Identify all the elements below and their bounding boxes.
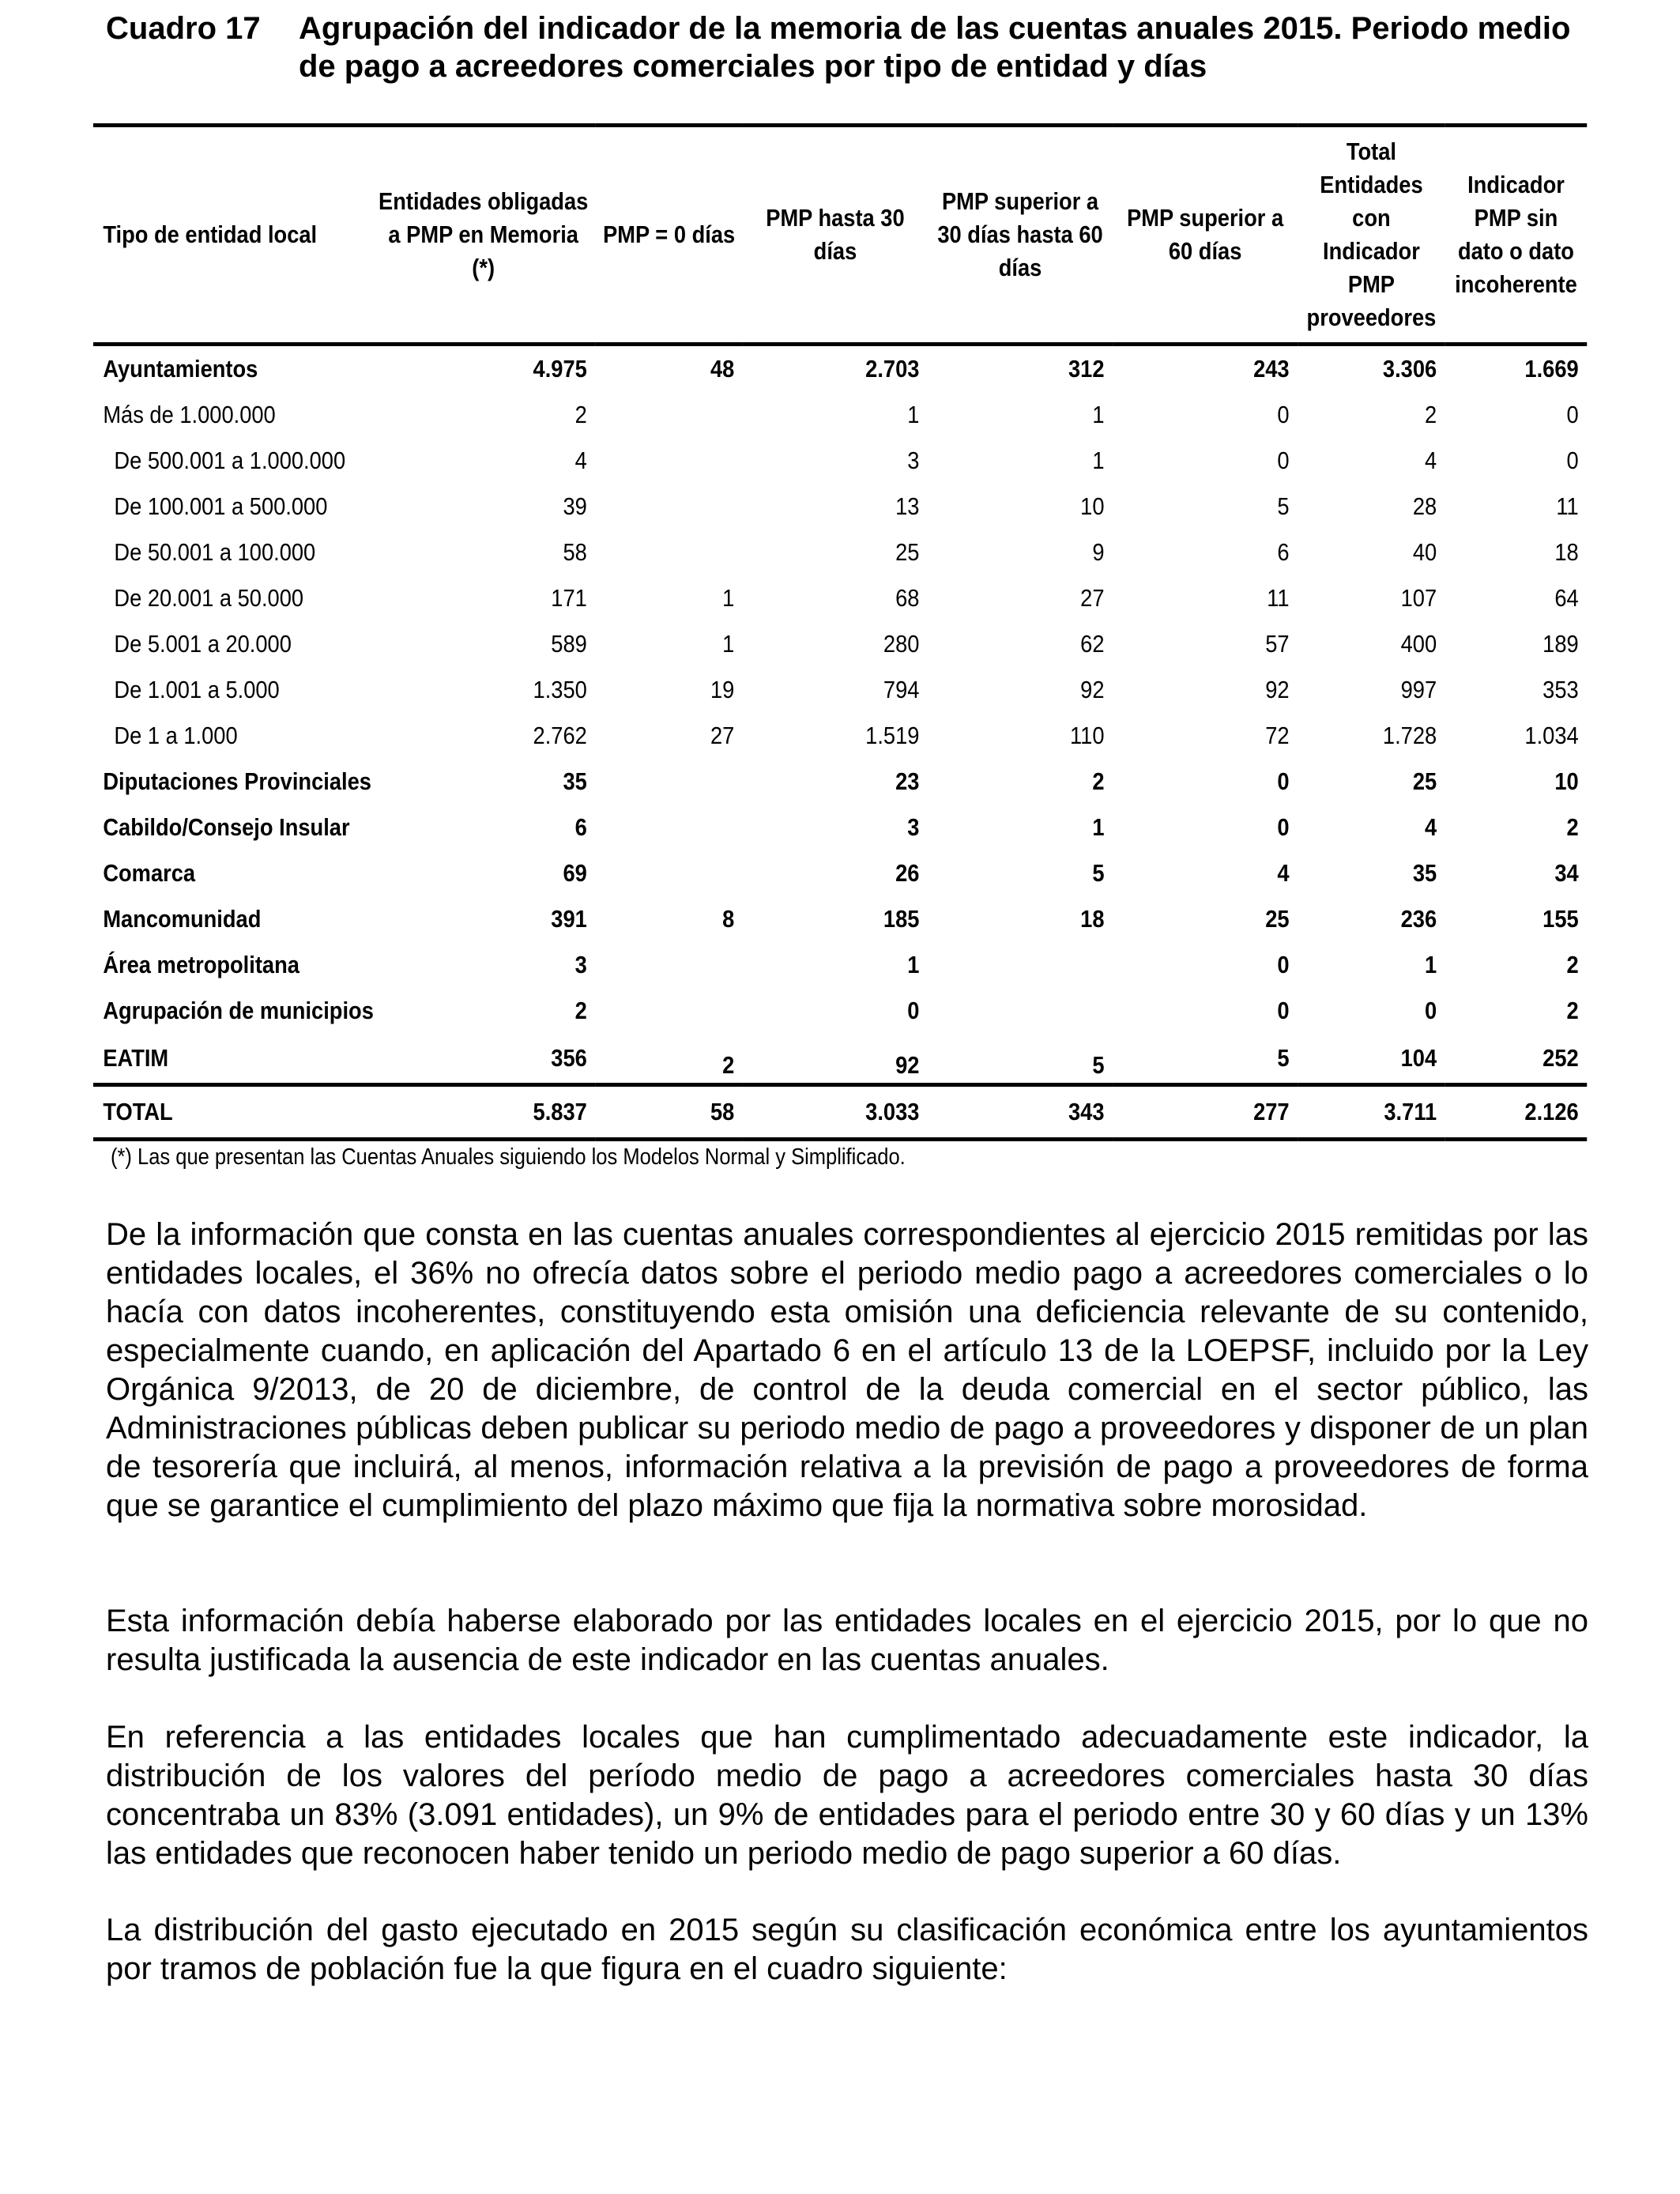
table-cell: 1 bbox=[722, 630, 735, 658]
table-cell: 4 bbox=[1424, 813, 1437, 841]
table-cell: 28 bbox=[1412, 492, 1437, 520]
table-cell: 1.728 bbox=[1382, 722, 1437, 749]
table-row bbox=[93, 530, 1587, 575]
table-cell: 277 bbox=[1253, 1098, 1290, 1125]
table-cell: 4 bbox=[1424, 447, 1437, 474]
table-cell: 2 bbox=[1566, 951, 1579, 978]
table-cell: 0 bbox=[1277, 767, 1290, 795]
table-cell: 35 bbox=[563, 767, 587, 795]
table-cell: 353 bbox=[1543, 676, 1579, 703]
table-cell: 3 bbox=[907, 813, 920, 841]
table-cell: 8 bbox=[722, 905, 735, 933]
table-cell: 10 bbox=[1080, 492, 1105, 520]
table-container bbox=[93, 123, 1587, 1141]
table-cell: 110 bbox=[1070, 722, 1105, 749]
table-cell: 3 bbox=[574, 951, 587, 978]
table-cell: 589 bbox=[551, 630, 587, 658]
table-cell bbox=[595, 988, 743, 1034]
table-cell: 69 bbox=[563, 859, 587, 887]
column-header: Entidades obligadas a PMP en Memoria (*) bbox=[379, 187, 589, 281]
row-label: Ayuntamientos bbox=[103, 355, 258, 383]
table-cell: 794 bbox=[883, 676, 920, 703]
table-cell: 2.703 bbox=[865, 355, 920, 383]
table-cell: 62 bbox=[1080, 630, 1105, 658]
table-cell: 189 bbox=[1543, 630, 1579, 658]
table-cell: 35 bbox=[1412, 859, 1437, 887]
table-cell: 25 bbox=[1265, 905, 1290, 933]
table-cell: 3.306 bbox=[1382, 355, 1437, 383]
table-cell: 2 bbox=[1092, 767, 1105, 795]
table-cell: 5 bbox=[1277, 492, 1290, 520]
table-cell: 18 bbox=[1554, 538, 1579, 566]
caption-title: Agrupación del indicador de la memoria de las cuentas anuales 2015. Periodo medio de pago a acreedores comerciales por tipo de entidad y días bbox=[299, 11, 1571, 84]
table-row bbox=[93, 850, 1587, 896]
row-label: Comarca bbox=[103, 859, 196, 887]
caption-number: Cuadro 17 bbox=[106, 11, 261, 46]
table-row bbox=[93, 667, 1587, 713]
table-cell: 3.033 bbox=[865, 1098, 920, 1125]
row-label: Cabildo/Consejo Insular bbox=[103, 813, 350, 841]
table-cell: 4 bbox=[574, 447, 587, 474]
column-header: Tipo de entidad local bbox=[103, 221, 318, 248]
table-cell: 1 bbox=[1092, 401, 1105, 428]
table-cell: 4.975 bbox=[533, 355, 587, 383]
table-cell: 391 bbox=[551, 905, 587, 933]
row-label: De 20.001 a 50.000 bbox=[114, 584, 304, 612]
table-cell: 19 bbox=[710, 676, 735, 703]
table-cell: 6 bbox=[1277, 538, 1290, 566]
table-row bbox=[93, 805, 1587, 850]
table-cell: 40 bbox=[1412, 538, 1437, 566]
table-cell: 0 bbox=[1277, 447, 1290, 474]
table-row bbox=[93, 759, 1587, 805]
table-cell bbox=[595, 392, 743, 438]
table-cell: 5 bbox=[1092, 1051, 1105, 1079]
row-label: Mancomunidad bbox=[103, 905, 262, 933]
table-cell: 58 bbox=[563, 538, 587, 566]
table-cell: 0 bbox=[1277, 951, 1290, 978]
table-cell: 2 bbox=[574, 401, 587, 428]
table-cell: 1 bbox=[1092, 447, 1105, 474]
table-cell: 13 bbox=[895, 492, 920, 520]
table-cell: 0 bbox=[907, 997, 920, 1024]
table-cell: 6 bbox=[574, 813, 587, 841]
table-cell: 92 bbox=[1265, 676, 1290, 703]
table-cell: 0 bbox=[1424, 997, 1437, 1024]
table-cell: 5 bbox=[1277, 1044, 1290, 1072]
table-cell: 1 bbox=[1424, 951, 1437, 978]
table-cell: 57 bbox=[1265, 630, 1290, 658]
table-cell: 2 bbox=[574, 997, 587, 1024]
table-cell: 27 bbox=[1080, 584, 1105, 612]
table-cell: 2 bbox=[1566, 813, 1579, 841]
row-label: Área metropolitana bbox=[103, 951, 299, 978]
table-row bbox=[93, 575, 1587, 621]
table-cell: 236 bbox=[1400, 905, 1437, 933]
column-header: Total Entidades con Indicador PMP proveedores bbox=[1306, 138, 1437, 331]
table-row bbox=[93, 484, 1587, 530]
table-cell: 48 bbox=[710, 355, 735, 383]
table-cell: 155 bbox=[1543, 905, 1579, 933]
table-cell: 68 bbox=[895, 584, 920, 612]
data-table bbox=[93, 123, 1587, 1141]
table-cell: 3 bbox=[907, 447, 920, 474]
table-row bbox=[93, 988, 1587, 1034]
table-cell: 72 bbox=[1265, 722, 1290, 749]
body-paragraph: De la información que consta en las cuentas anuales correspondientes al ejercicio 2015 remitidas por las entidades locales, el 36% no ofrecía datos sobre el periodo medio pago a acreedores comerciales o lo hacía con datos incoherentes, constituyendo esta omisión una deficiencia relevante de su contenido, especialmente cuando, en aplicación del Apartado 6 en el artículo 13 de la LOEPSF, incluido por la Ley Orgánica 9/2013, de 20 de diciembre, de control de la deuda comercial en el sector público, las Administraciones públicas deben publicar su periodo medio de pago a proveedores y disponer de un plan de tesorería que incluirá, al menos, información relativa a la previsión de pago a proveedores de forma que se garantice el cumplimiento del plazo máximo que fija la normativa sobre morosidad. bbox=[106, 1217, 1588, 1523]
table-row bbox=[93, 392, 1587, 438]
table-cell: 312 bbox=[1068, 355, 1105, 383]
table-cell: 1 bbox=[907, 401, 920, 428]
row-label: De 1.001 a 5.000 bbox=[114, 676, 280, 703]
table-cell: 26 bbox=[895, 859, 920, 887]
table-cell: 280 bbox=[883, 630, 920, 658]
table-cell: 2 bbox=[1424, 401, 1437, 428]
row-label: De 100.001 a 500.000 bbox=[114, 492, 328, 520]
table-cell: 104 bbox=[1400, 1044, 1437, 1072]
table-cell: 2 bbox=[722, 1051, 735, 1079]
table-cell bbox=[595, 942, 743, 988]
table-cell: 0 bbox=[1566, 447, 1579, 474]
body-paragraph: La distribución del gasto ejecutado en 2015 según su clasificación económica entre los ayuntamientos por tramos de población fue la que figura en el cuadro siguiente: bbox=[106, 1913, 1588, 1986]
table-row bbox=[93, 942, 1587, 988]
table-cell: 25 bbox=[1412, 767, 1437, 795]
table-cell bbox=[595, 530, 743, 575]
row-label: EATIM bbox=[103, 1044, 169, 1072]
header-row bbox=[93, 126, 1587, 345]
row-label: De 1 a 1.000 bbox=[114, 722, 238, 749]
table-cell: 39 bbox=[563, 492, 587, 520]
column-header: PMP hasta 30 días bbox=[766, 204, 905, 265]
table-cell: 23 bbox=[895, 767, 920, 795]
row-label: Más de 1.000.000 bbox=[103, 401, 276, 428]
table-cell bbox=[595, 438, 743, 484]
table-caption bbox=[106, 9, 1591, 85]
table-cell: 9 bbox=[1092, 538, 1105, 566]
table-cell: 3.711 bbox=[1384, 1098, 1437, 1125]
body-paragraph: En referencia a las entidades locales que han cumplimentado adecuadamente este indicador, la distribución de los valores del período medio de pago a acreedores comerciales hasta 30 días concentraba un 83% (3.091 entidades), un 9% de entidades para el periodo entre 30 y 60 días y un 13% las entidades que reconocen haber tenido un periodo medio de pago superior a 60 días. bbox=[106, 1720, 1588, 1871]
table-cell: 4 bbox=[1277, 859, 1290, 887]
table-cell: 0 bbox=[1566, 401, 1579, 428]
table-cell: 171 bbox=[551, 584, 587, 612]
table-cell bbox=[595, 759, 743, 805]
table-cell: 0 bbox=[1277, 401, 1290, 428]
table-cell bbox=[928, 988, 1113, 1034]
table-cell: 18 bbox=[1080, 905, 1105, 933]
table-cell: 400 bbox=[1400, 630, 1437, 658]
table-cell: 27 bbox=[710, 722, 735, 749]
table-cell bbox=[595, 484, 743, 530]
table-cell: 1 bbox=[722, 584, 735, 612]
total-row bbox=[93, 1085, 1587, 1140]
table-cell: 5.837 bbox=[533, 1098, 587, 1125]
row-label: Agrupación de municipios bbox=[103, 997, 374, 1024]
table-cell: 2 bbox=[1566, 997, 1579, 1024]
table-cell: 10 bbox=[1554, 767, 1579, 795]
table-cell: 0 bbox=[1277, 813, 1290, 841]
row-label: De 5.001 a 20.000 bbox=[114, 630, 292, 658]
table-cell: 356 bbox=[551, 1044, 587, 1072]
column-header: PMP superior a 60 días bbox=[1127, 204, 1284, 265]
table-cell: 1.350 bbox=[533, 676, 587, 703]
table-cell: TOTAL bbox=[103, 1098, 173, 1125]
column-header: PMP superior a 30 días hasta 60 días bbox=[937, 187, 1103, 281]
table-cell: 64 bbox=[1554, 584, 1579, 612]
table-cell: 107 bbox=[1400, 584, 1437, 612]
table-cell: 11 bbox=[1267, 584, 1290, 612]
table-cell: 92 bbox=[895, 1051, 920, 1079]
table-cell: 997 bbox=[1400, 676, 1437, 703]
body-paragraph: Esta información debía haberse elaborado por las entidades locales en el ejercicio 2015, por lo que no resulta justificada la ausencia de este indicador en las cuentas anuales. bbox=[106, 1604, 1588, 1677]
table-cell: 34 bbox=[1554, 859, 1579, 887]
row-label: Diputaciones Provinciales bbox=[103, 767, 371, 795]
table-cell: 1 bbox=[907, 951, 920, 978]
table-cell: 1 bbox=[1092, 813, 1105, 841]
column-header: Indicador PMP sin dato o dato incoherente bbox=[1455, 171, 1577, 298]
table-cell: 11 bbox=[1556, 492, 1579, 520]
table-cell: 25 bbox=[895, 538, 920, 566]
table-row bbox=[93, 438, 1587, 484]
table-cell: 5 bbox=[1092, 859, 1105, 887]
table-cell: 343 bbox=[1068, 1098, 1105, 1125]
table-cell: 252 bbox=[1543, 1044, 1579, 1072]
table-cell: 1.519 bbox=[865, 722, 920, 749]
row-label: De 500.001 a 1.000.000 bbox=[114, 447, 346, 474]
table-cell: 2.126 bbox=[1524, 1098, 1579, 1125]
table-cell bbox=[928, 942, 1113, 988]
table-cell: 58 bbox=[710, 1098, 735, 1125]
table-cell: 0 bbox=[1277, 997, 1290, 1024]
table-cell: 92 bbox=[1080, 676, 1105, 703]
table-footnote: (*) Las que presentan las Cuentas Anuales siguiendo los Modelos Normal y Simplificado. bbox=[111, 1144, 906, 1170]
table-row bbox=[93, 1034, 1587, 1085]
row-label: De 50.001 a 100.000 bbox=[114, 538, 316, 566]
table-row bbox=[93, 621, 1587, 667]
table-cell: 1.034 bbox=[1524, 722, 1579, 749]
column-header: PMP = 0 días bbox=[603, 221, 736, 248]
table-cell: 2.762 bbox=[533, 722, 587, 749]
table-cell: 185 bbox=[883, 905, 920, 933]
table-cell: 243 bbox=[1253, 355, 1290, 383]
table-cell bbox=[595, 850, 743, 896]
table-cell bbox=[595, 805, 743, 850]
table-row bbox=[93, 896, 1587, 942]
table-row bbox=[93, 345, 1587, 393]
table-row bbox=[93, 713, 1587, 759]
table-cell: 1.669 bbox=[1524, 355, 1579, 383]
